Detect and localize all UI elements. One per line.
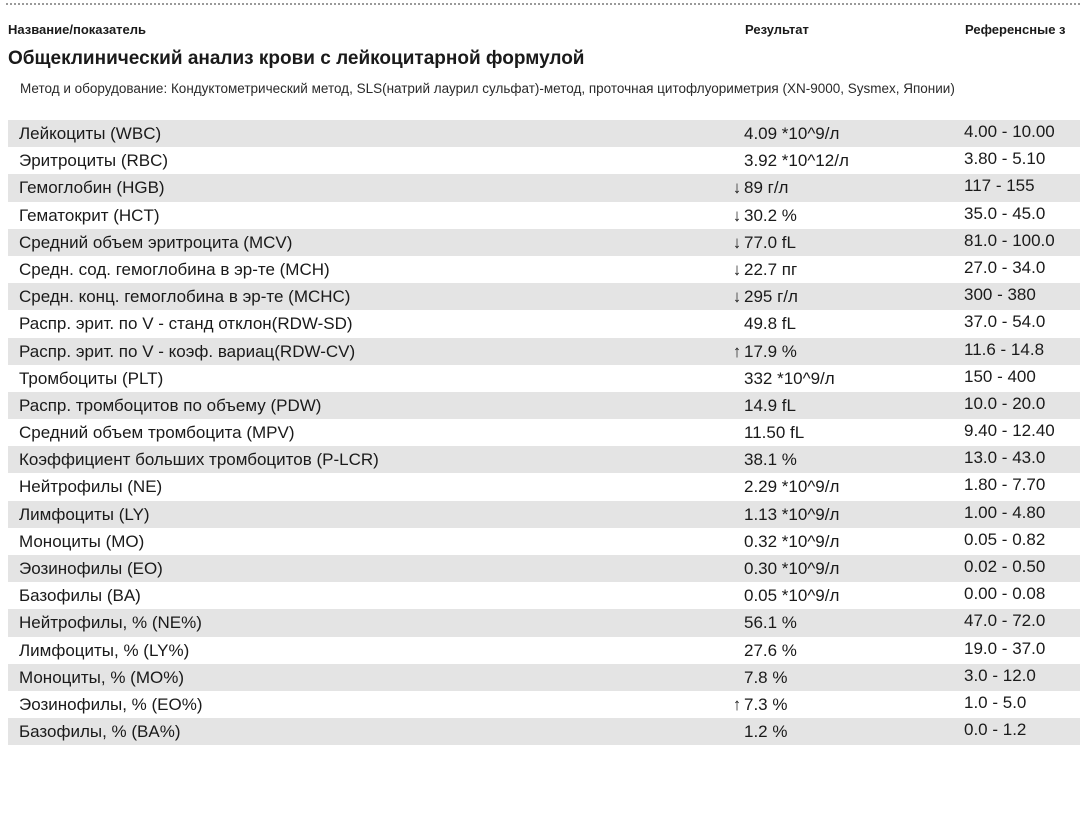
row-result-value: 3.92 *10^12/л [744,151,849,171]
section-title: Общеклинический анализ крови с лейкоцитарной формулой [8,48,585,69]
row-parameter-name: Лимфоциты, % (LY%) [19,640,190,660]
row-reference-range: 1.80 - 7.70 [964,475,1046,495]
top-dotted-divider [6,3,1080,5]
row-parameter-name: Базофилы (BA) [19,586,141,606]
arrow-down-icon: ↓ [732,259,742,279]
row-parameter-name: Средний объем эритроцита (MCV) [19,232,293,252]
row-reference-range: 3.80 - 5.10 [964,149,1046,169]
table-row [8,120,1080,147]
row-result [730,473,839,500]
row-reference-range: 3.0 - 12.0 [964,665,1036,685]
row-result-value: 77.0 fL [744,232,796,252]
row-reference-range: 300 - 380 [964,285,1036,305]
row-reference-range: 1.00 - 4.80 [964,502,1046,522]
row-result-value: 332 *10^9/л [744,368,835,388]
table-row [8,202,1080,229]
row-result [730,365,835,392]
column-header-reference: Референсные з [965,22,1066,37]
row-result-value: 0.32 *10^9/л [744,531,840,551]
table-row [8,473,1080,500]
row-parameter-name: Нейтрофилы, % (NE%) [19,613,202,633]
row-result-value: 7.3 % [744,694,788,714]
row-parameter-name: Моноциты (MO) [19,531,145,551]
row-reference-range: 4.00 - 10.00 [964,122,1055,141]
row-result [730,147,849,174]
table-row [8,691,1080,718]
row-reference-range: 13.0 - 43.0 [964,448,1046,468]
row-parameter-name: Нейтрофилы (NE) [19,477,163,497]
row-parameter-name: Базофилы, % (BA%) [19,722,181,742]
table-row [8,446,1080,473]
row-parameter-name: Распр. эрит. по V - станд отклон(RDW-SD) [19,314,353,334]
table-row [8,528,1080,555]
row-result [730,691,787,718]
table-row [8,338,1080,365]
row-result [730,229,796,256]
table-row [8,609,1080,636]
table-row [8,310,1080,337]
row-result [730,283,798,310]
row-result [730,120,839,147]
row-result-value: 49.8 fL [744,314,796,334]
arrow-up-icon: ↑ [732,694,742,714]
row-reference-range: 0.0 - 1.2 [964,720,1027,740]
row-reference-range: 0.00 - 0.08 [964,584,1046,604]
row-result-value: 11.50 fL [744,423,805,443]
arrow-down-icon: ↓ [732,205,742,225]
row-parameter-name: Эозинофилы, % (EO%) [19,694,203,714]
row-parameter-name: Средн. сод. гемоглобина в эр-те (MCH) [19,259,330,279]
row-result [730,609,797,636]
row-result [730,174,788,201]
results-table [8,120,1080,745]
row-result-value: 38.1 % [744,450,797,470]
row-reference-range: 81.0 - 100.0 [964,230,1055,250]
table-row [8,365,1080,392]
row-result-value: 22.7 пг [744,259,798,279]
row-reference-range: 27.0 - 34.0 [964,257,1046,277]
row-parameter-name: Лейкоциты (WBC) [19,124,162,143]
table-row [8,419,1080,446]
row-result-value: 89 г/л [744,178,789,198]
table-row [8,582,1080,609]
row-result [730,718,787,745]
row-reference-range: 47.0 - 72.0 [964,611,1046,631]
row-result-value: 7.8 % [744,667,788,687]
row-reference-range: 0.02 - 0.50 [964,557,1046,576]
row-parameter-name: Лимфоциты (LY) [19,504,150,524]
row-result [730,446,797,473]
row-result [730,310,796,337]
row-result [730,664,787,691]
row-reference-range: 0.05 - 0.82 [964,529,1046,549]
row-reference-range: 150 - 400 [964,366,1036,386]
row-parameter-name: Тромбоциты (PLT) [19,368,164,388]
row-result-value: 2.29 *10^9/л [744,477,840,497]
column-header-row [0,22,1080,40]
table-row [8,147,1080,174]
row-result-value: 56.1 % [744,613,797,633]
row-parameter-name: Гематокрит (HCT) [19,205,160,225]
table-row [8,637,1080,664]
table-row [8,256,1080,283]
row-result [730,528,839,555]
row-reference-range: 19.0 - 37.0 [964,638,1046,658]
row-parameter-name: Эозинофилы (EO) [19,559,163,578]
row-parameter-name: Распр. тромбоцитов по объему (PDW) [19,395,322,415]
method-description: Метод и оборудование: Кондуктометрический метод, SLS(натрий лаурил сульфат)-метод, проточная цитофлуориметрия (XN-9000, Sysmex, Японии) [20,81,955,96]
row-result-value: 4.09 *10^9/л [744,124,840,143]
row-result-value: 295 г/л [744,287,798,307]
row-result-value: 1.2 % [744,722,788,742]
arrow-down-icon: ↓ [732,178,742,198]
row-result [730,501,839,528]
row-result [730,555,839,582]
row-parameter-name: Средний объем тромбоцита (MPV) [19,423,295,443]
row-result [730,392,796,419]
table-row [8,392,1080,419]
row-result [730,419,804,446]
row-result-value: 0.30 *10^9/л [744,559,840,578]
row-parameter-name: Распр. эрит. по V - коэф. вариац(RDW-CV) [19,341,356,361]
arrow-down-icon: ↓ [732,287,742,307]
row-reference-range: 35.0 - 45.0 [964,203,1046,223]
table-row [8,664,1080,691]
row-result-value: 27.6 % [744,640,797,660]
row-reference-range: 1.0 - 5.0 [964,692,1027,712]
row-result [730,256,797,283]
row-result-value: 17.9 % [744,341,797,361]
row-parameter-name: Коэффициент больших тромбоцитов (P-LCR) [19,450,379,470]
row-result-value: 0.05 *10^9/л [744,586,840,606]
arrow-up-icon: ↑ [732,341,742,361]
table-row [8,501,1080,528]
table-row [8,174,1080,201]
row-result [730,637,797,664]
row-result [730,338,797,365]
column-header-name: Название/показатель [8,22,147,37]
row-reference-range: 37.0 - 54.0 [964,312,1046,332]
row-reference-range: 117 - 155 [964,176,1035,196]
table-row [8,718,1080,745]
column-header-result: Результат [745,22,809,37]
row-parameter-name: Эритроциты (RBC) [19,151,169,171]
arrow-down-icon: ↓ [732,232,742,252]
row-result [730,582,839,609]
row-parameter-name: Моноциты, % (MO%) [19,667,184,687]
row-parameter-name: Гемоглобин (HGB) [19,178,165,198]
row-result-value: 1.13 *10^9/л [744,504,840,524]
row-reference-range: 10.0 - 20.0 [964,393,1046,413]
row-result-value: 30.2 % [744,205,797,225]
table-row [8,283,1080,310]
row-reference-range: 11.6 - 14.8 [964,339,1045,359]
row-result [730,202,797,229]
row-result-value: 14.9 fL [744,395,796,415]
row-parameter-name: Средн. конц. гемоглобина в эр-те (MCHC) [19,287,351,307]
table-row [8,555,1080,582]
table-row [8,229,1080,256]
row-reference-range: 9.40 - 12.40 [964,421,1055,441]
